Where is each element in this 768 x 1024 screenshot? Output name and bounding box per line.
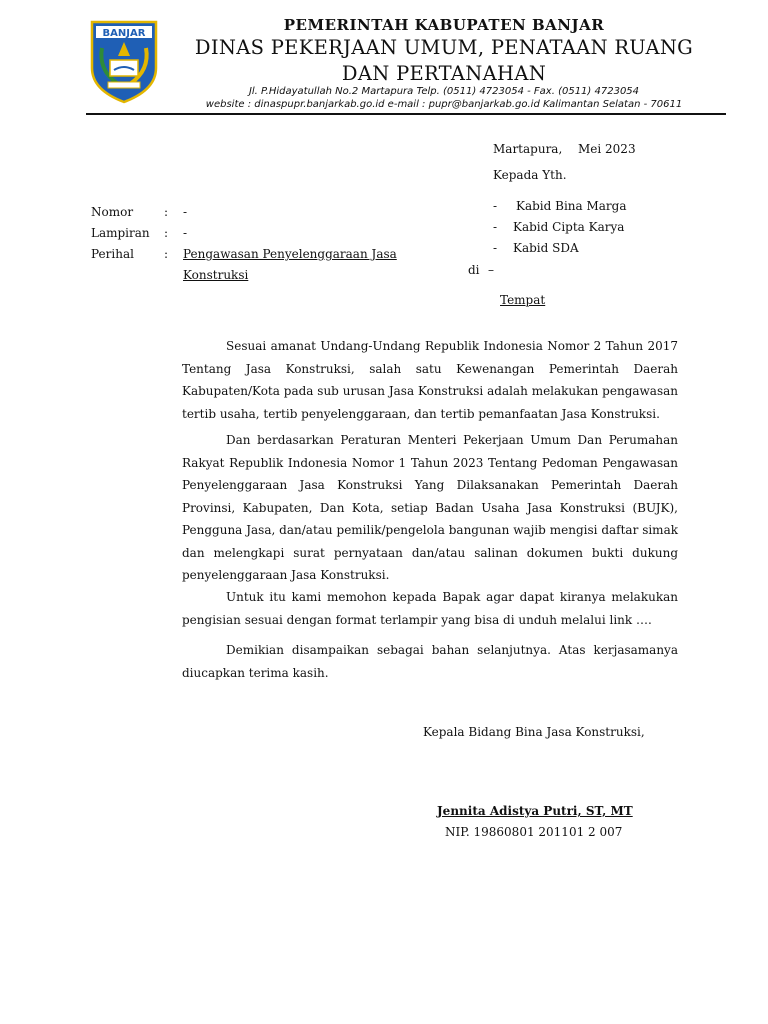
nomor-label: Nomor [91, 205, 134, 219]
recipient-di: di [468, 263, 480, 277]
recipient-bullet: - [493, 199, 498, 213]
recipient-location: Tempat [500, 293, 546, 307]
letterhead-divider [86, 113, 726, 115]
perihal-value-cont: Konstruksi [183, 268, 249, 282]
recipient-intro: Kepada Yth. [493, 168, 567, 182]
lampiran-colon: : [164, 226, 169, 240]
lampiran-value: - [183, 226, 188, 240]
perihal-label: Perihal [91, 247, 134, 261]
signature-nip: NIP. 19860801 201101 2 007 [445, 825, 623, 839]
logo-text: BANJAR [102, 28, 146, 39]
recipient-dash: – [488, 263, 494, 277]
regency-logo [88, 18, 160, 104]
date: Mei 2023 [578, 142, 636, 156]
perihal-value: Pengawasan Penyelenggaraan Jasa [183, 247, 397, 261]
recipient-bullet: - [493, 220, 498, 234]
body-paragraph: Dan berdasarkan Peraturan Menteri Pekerjaan Umum Dan Perumahan Rakyat Republik Indonesia Nomor 1 Tahun 2023 Tentang Pedoman Pengawasan Penyelenggaraan Jasa Konstruksi Yang Dilaksanakan Pemerintah Daerah Provinsi, Kabupaten, Dan Kota, setiap Badan Usaha Jasa Konstruksi (BUJK), Pengguna Jasa, dan/atau pemilik/pengelola bangunan wajib mengisi daftar simak dan melengkapi surat pernyataan dan/atau salinan dokumen bukti dukung penyelenggaraan Jasa Konstruksi. [182, 433, 678, 582]
signature-name: Jennita Adistya Putri, ST, MT [437, 804, 633, 818]
recipient-item: Kabid Bina Marga [516, 199, 627, 213]
recipient-item: Kabid SDA [513, 241, 579, 255]
body-paragraph: Sesuai amanat Undang-Undang Republik Indonesia Nomor 2 Tahun 2017 Tentang Jasa Konstruksi, salah satu Kewenangan Pemerintah Daerah Kabupaten/Kota pada sub urusan Jasa Konstruksi adalah melakukan pengawasan tertib usaha, tertib penyelenggaraan, dan tertib pemanfaatan Jasa Konstruksi. [182, 339, 678, 421]
nomor-colon: : [164, 205, 169, 219]
lampiran-label: Lampiran [91, 226, 150, 240]
letterhead-department-name-cont: DAN PERTANAHAN [341, 62, 547, 85]
recipient-item: Kabid Cipta Karya [513, 220, 625, 234]
recipient-bullet: - [493, 241, 498, 255]
letterhead-department-name: DINAS PEKERJAAN UMUM, PENATAAN RUANG [194, 36, 694, 59]
place: Martapura, [493, 142, 563, 156]
signature-position: Kepala Bidang Bina Jasa Konstruksi, [423, 725, 645, 739]
perihal-colon: : [164, 247, 169, 261]
nomor-value: - [183, 205, 188, 219]
letterhead-government-name: PEMERINTAH KABUPATEN BANJAR [283, 16, 605, 34]
letterhead-address: Jl. P.Hidayatullah No.2 Martapura Telp. (0511) 4723054 - Fax. (0511) 4723054 [248, 86, 640, 97]
body-paragraph: Untuk itu kami memohon kepada Bapak agar dapat kiranya melakukan pengisian sesuai dengan format terlampir yang bisa di unduh melalui link …. [182, 590, 678, 627]
body-paragraph: Demikian disampaikan sebagai bahan selanjutnya. Atas kerjasamanya diucapkan terima kasih. [182, 643, 678, 680]
letterhead-website: website : dinaspupr.banjarkab.go.id e-mail : pupr@banjarkab.go.id Kalimantan Selatan - 70611 [205, 99, 683, 110]
